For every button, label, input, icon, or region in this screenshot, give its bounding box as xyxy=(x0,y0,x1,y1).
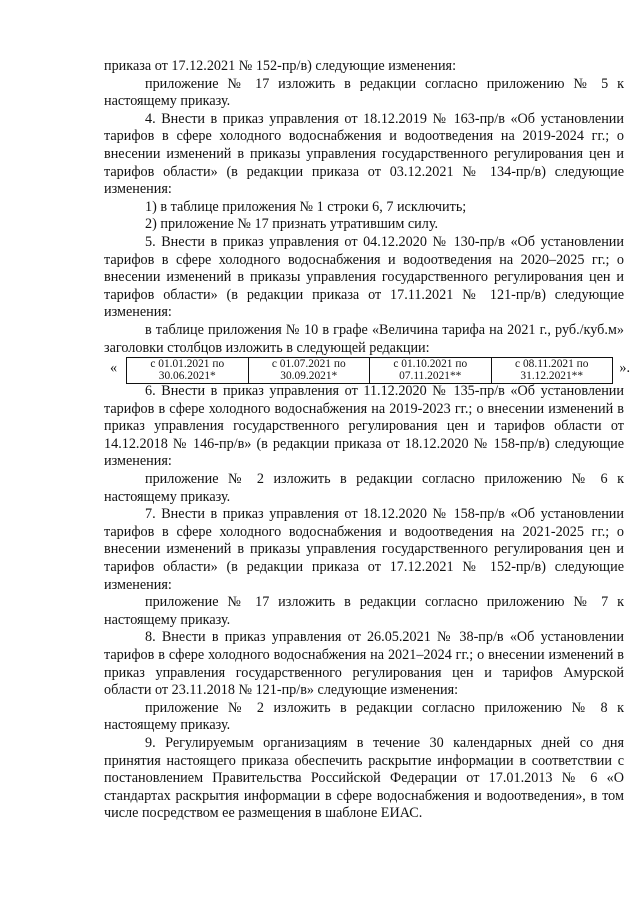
paragraph: в таблице приложения № 10 в графе «Величина тарифа на 2021 г., руб./куб.м» заголовки столбцов изложить в следующей редакции: xyxy=(104,321,624,356)
open-quote: « xyxy=(110,360,118,377)
paragraph-item-6: 6. Внести в приказ управления от 11.12.2020 № 135-пр/в «Об установлении тарифов в сфере холодного водоснабжения на 2019-2023 гг.; о внесении изменений в приказ управления государственного регулирования цен и тарифов области от 14.12.2018 № 146-пр/в» (в редакции приказа от 18.12.2020 № 158-пр/в) следующие изменения: xyxy=(104,383,624,470)
paragraph: приказа от 17.12.2021 № 152-пр/в) следующие изменения: xyxy=(104,58,457,74)
paragraph-item-8: 8. Внести в приказ управления от 26.05.2021 № 38-пр/в «Об установлении тарифов в сфере холодного водоснабжения на 2021–2024 гг.; о внесении изменений в приказ управления государственного регулирования цен и тарифов Амурской области от 23.11.2018 № 121-пр/в» следующие изменения: xyxy=(104,629,624,699)
table-cell: с 08.11.2021 по 31.12.2021** xyxy=(491,358,613,383)
table-cell: с 01.10.2021 по 07.11.2021** xyxy=(370,358,492,383)
paragraph: приложение № 17 изложить в редакции согласно приложению № 5 к настоящему приказу. xyxy=(104,75,624,110)
paragraph: приложение № 2 изложить в редакции согласно приложению № 8 к настоящему приказу. xyxy=(104,699,624,734)
column-headers-table-block xyxy=(104,357,630,383)
close-quote: ». xyxy=(619,360,630,377)
table-cell: с 01.01.2021 по 30.06.2021* xyxy=(127,358,249,383)
paragraph: 2) приложение № 17 признать утратившим силу. xyxy=(145,216,439,233)
paragraph-item-9: 9. Регулируемым организациям в течение 30 календарных дней со дня принятия настоящего приказа обеспечить раскрытие информации в соответствии с постановлением Правительства Российской Федерации от 17.01.2013 № 6 «О стандартах раскрытия информации в сфере водоснабжения и водоотведения», в том числе посредством ее размещения в шаблоне ЕИАС. xyxy=(104,734,624,822)
paragraph: приложение № 17 изложить в редакции согласно приложению № 7 к настоящему приказу. xyxy=(104,594,624,628)
paragraph-item-4: 4. Внести в приказ управления от 18.12.2019 № 163-пр/в «Об установлении тарифов в сфере холодного водоснабжения и водоотведения на 2019-2024 гг.; о внесении изменений в приказы управления государственного регулирования цен и тарифов области» (в редакции приказа от 03.12.2021 № 134-пр/в) следующие изменения: xyxy=(104,110,624,198)
column-headers-table xyxy=(126,357,613,383)
paragraph: 1) в таблице приложения № 1 строки 6, 7 исключить; xyxy=(145,198,467,215)
paragraph-item-5: 5. Внести в приказ управления от 04.12.2020 № 130-пр/в «Об установлении тарифов в сфере холодного водоснабжения и водоотведения на 2020–2025 гг.; о внесении изменений в приказы управления государственного регулирования цен и тарифов области» (в редакции приказа от 17.11.2021 № 121-пр/в) следующие изменения: xyxy=(104,233,624,321)
paragraph: приложение № 2 изложить в редакции согласно приложению № 6 к настоящему приказу. xyxy=(104,471,624,505)
document-page xyxy=(104,58,630,823)
paragraph-item-7: 7. Внести в приказ управления от 18.12.2020 № 158-пр/в «Об установлении тарифов в сфере холодного водоснабжения и водоотведения на 2021-2025 гг.; о внесении изменений в приказы управления государственного регулирования цен и тарифов области» (в редакции приказа от 17.12.2021 № 152-пр/в) следующие изменения: xyxy=(104,506,624,593)
table-cell: с 01.07.2021 по 30.09.2021* xyxy=(248,358,370,383)
